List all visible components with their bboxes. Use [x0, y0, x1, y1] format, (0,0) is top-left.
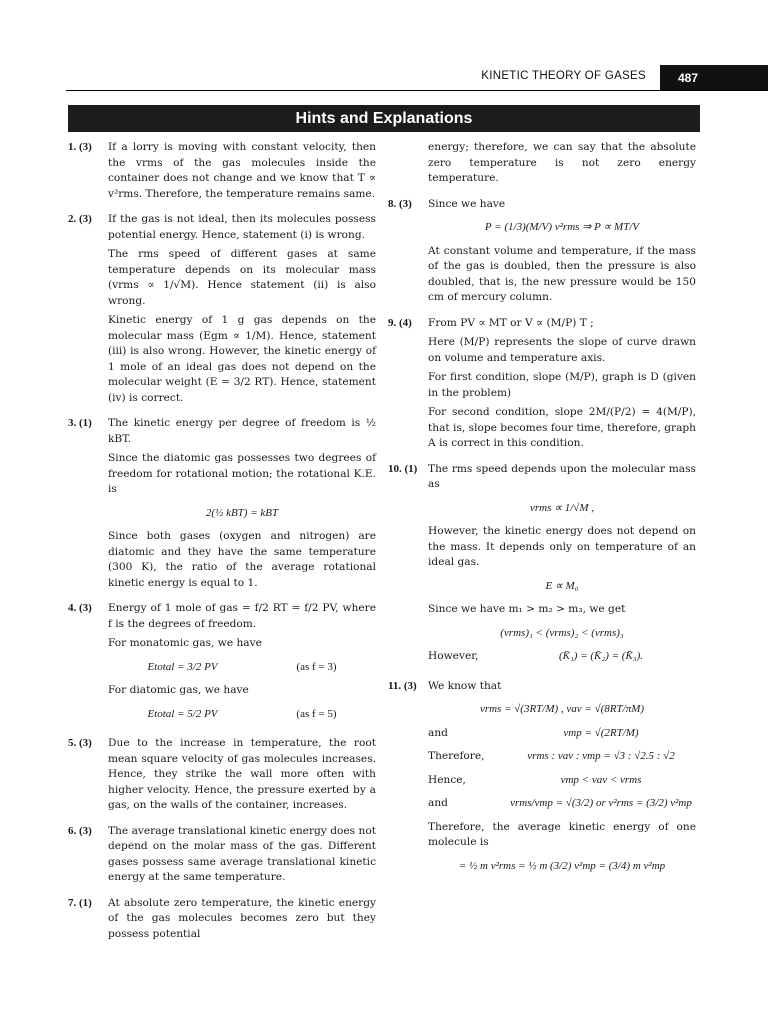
- answer-7-continued: [388, 140, 696, 191]
- answer-6: [68, 824, 376, 890]
- answer-text: The kinetic energy per degree of freedom is ½ kBT.: [108, 417, 376, 445]
- answer-text: Kinetic energy of 1 g gas depends on the molecular mass (Egm ∝ 1/M). Hence, statement (iii) is also wrong. However, the kinetic energy of 1 mole of an ideal gas does not depend on the molecular weight (E = 3/2 RT). Hence, statement (iv) is correct.: [108, 314, 376, 404]
- running-header-title: KINETIC THEORY OF GASES: [481, 70, 646, 82]
- equation: = ½ m v²rms = ½ m (3/2) v²mp = (3/4) m v²mp: [458, 859, 666, 872]
- answer-text: At constant volume and temperature, if the mass of the gas is doubled, then the pressure is also doubled, that is, the new pressure would be 150 cm of mercury column.: [428, 244, 696, 303]
- equation: vrms ∝ 1/√M ,: [529, 501, 594, 514]
- equation: vmp < vav < vrms: [560, 773, 642, 786]
- answer-text: For first condition, slope (M/P), graph is D (given in the problem): [428, 371, 696, 399]
- answer-text: energy; therefore, we can say that the absolute zero temperature is not zero energy temperature.: [428, 141, 696, 184]
- answer-text: At absolute zero temperature, the kinetic energy of the gas molecules becomes zero but they possess potential: [108, 896, 376, 940]
- answer-text: Since the diatomic gas possesses two degrees of freedom for rotational motion; the rotational K.E. is: [108, 452, 376, 495]
- equation-row: [108, 660, 376, 676]
- equation-note: (as f = 3): [296, 660, 337, 673]
- equation: (K̄₁) = (K̄₂) = (K̄₃).: [558, 650, 644, 662]
- right-column: [388, 140, 696, 888]
- answer-text: Energy of 1 mole of gas = f/2 RT = f/2 PV, where f is the degrees of freedom.: [108, 602, 376, 630]
- answer-text: Since we have: [428, 197, 506, 210]
- equation-row: [428, 749, 696, 765]
- answer-number: 7. (1): [68, 896, 92, 909]
- page-number: 487: [660, 65, 768, 90]
- answer-text: The average translational kinetic energy does not depend on the molar mass of the gas. Different gases possess same average translational kinetic energy at the same temperature.: [108, 824, 376, 883]
- equation-label: Therefore,: [428, 750, 485, 762]
- equation-row: [428, 649, 696, 665]
- answer-text: If the gas is not ideal, then its molecules possess potential energy. Hence, statement (i) is wrong.: [108, 213, 376, 241]
- equation: vrms : vav : vmp = √3 : √2.5 : √2: [527, 750, 675, 762]
- answer-number: 2. (3): [68, 213, 92, 225]
- answer-number: 3. (1): [68, 417, 92, 429]
- answer-3: [68, 416, 376, 595]
- answer-text: For monatomic gas, we have: [108, 637, 262, 649]
- answer-text: From PV ∝ MT or V ∝ (M/P) T ;: [428, 316, 594, 329]
- answer-number: 8. (3): [388, 197, 412, 210]
- equation: E ∝ M₀: [545, 579, 579, 592]
- equation-note: (as f = 5): [296, 707, 337, 720]
- answer-text: Since both gases (oxygen and nitrogen) are diatomic and they have the same temperature (300 K), the ratio of the average rotational kinetic energy is equal to 1.: [108, 530, 376, 589]
- answer-text: Therefore, the average kinetic energy of one molecule is: [428, 820, 696, 848]
- equation-row: [428, 773, 696, 789]
- equation-row: [428, 796, 696, 812]
- equation: 2(½ kBT) = kBT: [205, 506, 279, 519]
- equation: P = (1/3)(M/V) v²rms ⇒ P ∝ MT/V: [484, 221, 640, 233]
- answer-2: [68, 212, 376, 410]
- equation: vrms/vmp = √(3/2) or v²rms = (3/2) v²mp: [510, 797, 692, 809]
- answer-7: [68, 896, 376, 947]
- equation-label: However,: [428, 650, 479, 662]
- equation: Etotal = 5/2 PV: [147, 707, 218, 720]
- answer-11: [388, 679, 696, 883]
- answer-text: Due to the increase in temperature, the root mean square velocity of gas molecules increases. Hence, they strike the wall more often with higher velocity. Hence, the pressure exerted by a gas, on the walls of the container, increases.: [108, 737, 376, 811]
- answer-text: For second condition, slope 2M/(P/2) = 4(M/P), that is, slope becomes four time, therefore, graph A is correct in this condition.: [428, 406, 696, 449]
- answer-number: 1. (3): [68, 141, 92, 153]
- answer-5: [68, 736, 376, 818]
- equation: Etotal = 3/2 PV: [147, 660, 218, 673]
- header-rule: [66, 90, 768, 91]
- equation-label: and: [428, 726, 448, 739]
- answer-text: Here (M/P) represents the slope of curve drawn on volume and temperature axis.: [428, 336, 696, 364]
- answer-9: [388, 316, 696, 456]
- left-column: [68, 140, 376, 952]
- equation-label: Hence,: [428, 773, 466, 786]
- answer-10: [388, 462, 696, 673]
- answer-number: 9. (4): [388, 316, 412, 329]
- answer-number: 6. (3): [68, 824, 92, 837]
- answer-text: For diatomic gas, we have: [108, 684, 249, 696]
- answer-4: [68, 601, 376, 730]
- equation: (vrms)₁ < (vrms)₂ < (vrms)₃: [500, 626, 624, 639]
- answer-text: We know that: [428, 679, 502, 692]
- equation-row: [428, 726, 696, 742]
- answer-number: 5. (3): [68, 737, 92, 749]
- answer-number: 4. (3): [68, 602, 92, 614]
- section-title: Hints and Explanations: [68, 105, 700, 132]
- answer-number: 10. (1): [388, 462, 418, 475]
- equation-row: [108, 707, 376, 723]
- answer-text: If a lorry is moving with constant velocity, then the vrms of the gas molecules inside the container does not change and we know that T ∝ v²rms. Therefore, the temperature remains same.: [108, 141, 376, 200]
- answer-1: [68, 140, 376, 206]
- answer-text: The rms speed of different gases at same temperature depends on its molecular mass (vrms ∝ 1/√M). Hence statement (ii) is also wrong.: [108, 248, 376, 307]
- answer-number: 11. (3): [388, 679, 417, 692]
- answer-text: However, the kinetic energy does not depend on the mass. It depends only on temperature of an ideal gas.: [428, 525, 696, 568]
- answer-text: Since we have m₁ > m₂ > m₃, we get: [428, 603, 626, 615]
- equation: vrms = √(3RT/M) , vav = √(8RT/πM): [479, 703, 645, 715]
- equation: vmp = √(2RT/M): [563, 726, 639, 739]
- equation-label: and: [428, 797, 448, 809]
- answer-text: The rms speed depends upon the molecular mass as: [428, 462, 696, 490]
- answer-8: [388, 197, 696, 310]
